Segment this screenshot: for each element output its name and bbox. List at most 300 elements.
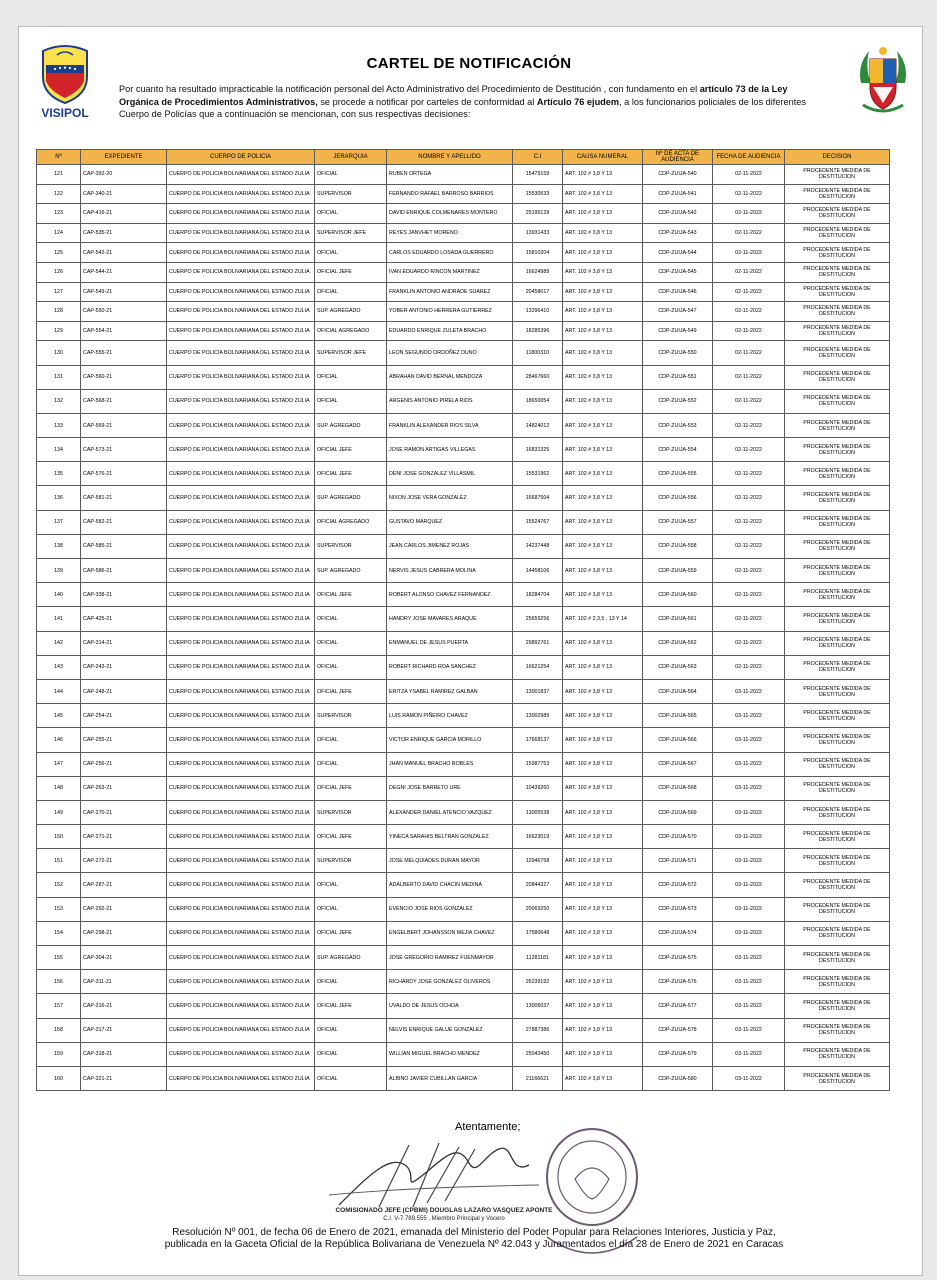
col-decision-cell: PROCEDENTE MEDIDA DE DESTITUCION [785, 389, 890, 413]
col-nombre-cell: ROBERT RICHARD ROA SANCHEZ [387, 655, 513, 679]
col-acta-cell: CDP-ZUIJA-545 [643, 262, 713, 282]
col-fecha-cell: 03-11-2022 [713, 970, 785, 994]
col-decision-cell: PROCEDENTE MEDIDA DE DESTITUCION [785, 994, 890, 1018]
column-header-jerarquia: JERARQUIA [315, 150, 387, 165]
col-number-cell: 133 [37, 413, 81, 437]
col-fecha-cell: 03-11-2022 [713, 1066, 785, 1090]
col-nombre-cell: HANDRY JOSE MAVARES ARAQUE [387, 607, 513, 631]
col-expediente-cell: CAP-585-21 [81, 534, 167, 558]
col-cuerpo-cell: CUERPO DE POLICIA BOLIVARIANA DEL ESTADO ZULIA [167, 607, 315, 631]
col-ci-cell: 13001837 [513, 679, 563, 703]
col-jerarquia-cell: SUPERVISOR [315, 184, 387, 204]
col-expediente-cell: CAP-255-21 [81, 728, 167, 752]
table-row [37, 897, 890, 921]
col-ci-cell: 15987753 [513, 752, 563, 776]
col-ci-cell: 16831325 [513, 438, 563, 462]
table-row [37, 607, 890, 631]
col-nombre-cell: ADALBERTO DAVID CHACIN MEDINA [387, 873, 513, 897]
col-expediente-cell: CAP-544-21 [81, 262, 167, 282]
col-nombre-cell: NELVIS ENRIQUE GALUE GONZALEZ [387, 1018, 513, 1042]
col-causa-cell: ART. 102 # 3,8 Y 13 [563, 282, 643, 302]
col-nombre-cell: RICHARDY JOSE GONZALEZ OLIVEROS [387, 970, 513, 994]
col-acta-cell: CDP-ZUIJA-554 [643, 438, 713, 462]
col-ci-cell: 13006037 [513, 994, 563, 1018]
col-decision-cell: PROCEDENTE MEDIDA DE DESTITUCION [785, 776, 890, 800]
col-cuerpo-cell: CUERPO DE POLICIA BOLIVARIANA DEL ESTADO ZULIA [167, 655, 315, 679]
col-fecha-cell: 02-11-2022 [713, 165, 785, 185]
col-decision-cell: PROCEDENTE MEDIDA DE DESTITUCION [785, 165, 890, 185]
col-number-cell: 151 [37, 849, 81, 873]
col-decision-cell: PROCEDENTE MEDIDA DE DESTITUCION [785, 438, 890, 462]
col-jerarquia-cell: OFICIAL [315, 389, 387, 413]
col-number-cell: 153 [37, 897, 81, 921]
col-decision-cell: PROCEDENTE MEDIDA DE DESTITUCION [785, 897, 890, 921]
col-number-cell: 122 [37, 184, 81, 204]
col-causa-cell: ART. 102 # 3,8 Y 13 [563, 752, 643, 776]
col-acta-cell: CDP-ZUIJA-560 [643, 583, 713, 607]
table-row [37, 262, 890, 282]
handwritten-signature-icon [309, 1135, 559, 1215]
col-cuerpo-cell: CUERPO DE POLICIA BOLIVARIANA DEL ESTADO ZULIA [167, 559, 315, 583]
col-acta-cell: CDP-ZUIJA-555 [643, 462, 713, 486]
col-causa-cell: ART. 102 # 3,8 Y 13 [563, 462, 643, 486]
col-ci-cell: 11281181 [513, 946, 563, 970]
col-nombre-cell: EVENCIO JOSE RIOS GONZALEZ [387, 897, 513, 921]
col-causa-cell: ART. 102 # 3,8 Y 13 [563, 365, 643, 389]
col-nombre-cell: RUBEN ORTEGA [387, 165, 513, 185]
col-ci-cell: 20458017 [513, 282, 563, 302]
col-acta-cell: CDP-ZUIJA-566 [643, 728, 713, 752]
col-ci-cell: 14237448 [513, 534, 563, 558]
col-expediente-cell: CAP-270-21 [81, 800, 167, 824]
col-ci-cell: 18285396 [513, 321, 563, 341]
col-decision-cell: PROCEDENTE MEDIDA DE DESTITUCION [785, 1018, 890, 1042]
col-jerarquia-cell: OFICIAL JEFE [315, 583, 387, 607]
col-causa-cell: ART. 102 # 3,8 Y 13 [563, 321, 643, 341]
col-fecha-cell: 02-11-2022 [713, 262, 785, 282]
col-expediente-cell: CAP-317-21 [81, 1018, 167, 1042]
col-expediente-cell: CAP-304-21 [81, 946, 167, 970]
col-cuerpo-cell: CUERPO DE POLICIA BOLIVARIANA DEL ESTADO ZULIA [167, 946, 315, 970]
col-nombre-cell: UVALDO DE JESUS OCHOA [387, 994, 513, 1018]
table-row [37, 462, 890, 486]
col-ci-cell: 13005538 [513, 800, 563, 824]
col-acta-cell: CDP-ZUIJA-553 [643, 413, 713, 437]
col-expediente-cell: CAP-416-21 [81, 204, 167, 224]
table-row [37, 1018, 890, 1042]
col-number-cell: 134 [37, 438, 81, 462]
col-decision-cell: PROCEDENTE MEDIDA DE DESTITUCION [785, 825, 890, 849]
col-ci-cell: 21166621 [513, 1066, 563, 1090]
col-causa-cell: ART. 102 # 3,8 Y 13 [563, 534, 643, 558]
col-cuerpo-cell: CUERPO DE POLICIA BOLIVARIANA DEL ESTADO ZULIA [167, 752, 315, 776]
col-acta-cell: CDP-ZUIJA-573 [643, 897, 713, 921]
col-decision-cell: PROCEDENTE MEDIDA DE DESTITUCION [785, 486, 890, 510]
col-expediente-cell: CAP-256-21 [81, 752, 167, 776]
col-number-cell: 132 [37, 389, 81, 413]
table-row [37, 302, 890, 322]
column-header-acta: Nº DE ACTA DE AUDIENCIA [643, 150, 713, 165]
col-acta-cell: CDP-ZUIJA-544 [643, 243, 713, 263]
col-expediente-cell: CAP-560-21 [81, 365, 167, 389]
col-acta-cell: CDP-ZUIJA-567 [643, 752, 713, 776]
col-ci-cell: 13002989 [513, 704, 563, 728]
col-acta-cell: CDP-ZUIJA-580 [643, 1066, 713, 1090]
col-expediente-cell: CAP-271-21 [81, 825, 167, 849]
col-cuerpo-cell: CUERPO DE POLICIA BOLIVARIANA DEL ESTADO ZULIA [167, 243, 315, 263]
col-number-cell: 158 [37, 1018, 81, 1042]
col-acta-cell: CDP-ZUIJA-576 [643, 970, 713, 994]
col-acta-cell: CDP-ZUIJA-543 [643, 223, 713, 243]
intro-text-d: Artículo 76 ejudem [536, 96, 620, 107]
col-causa-cell: ART. 102 # 3,8 Y 13 [563, 583, 643, 607]
col-nombre-cell: ERITZA YSABEL RAMIREZ GALBAN [387, 679, 513, 703]
col-nombre-cell: WILLIAN MIGUEL BRACHO MENDEZ [387, 1042, 513, 1066]
column-header-ci: C.I [513, 150, 563, 165]
col-number-cell: 129 [37, 321, 81, 341]
col-nombre-cell: JEAN CARLOS JIMENEZ ROJAS [387, 534, 513, 558]
col-acta-cell: CDP-ZUIJA-542 [643, 204, 713, 224]
col-causa-cell: ART. 102 # 3,8 Y 13 [563, 1018, 643, 1042]
col-cuerpo-cell: CUERPO DE POLICIA BOLIVARIANA DEL ESTADO ZULIA [167, 462, 315, 486]
col-fecha-cell: 03-11-2022 [713, 825, 785, 849]
col-fecha-cell: 02-11-2022 [713, 631, 785, 655]
col-nombre-cell: CARLOS EDUARDO LOSADA GUERRERO [387, 243, 513, 263]
col-fecha-cell: 03-11-2022 [713, 679, 785, 703]
col-fecha-cell: 03-11-2022 [713, 776, 785, 800]
table-row [37, 921, 890, 945]
col-causa-cell: ART. 102 # 3,8 Y 13 [563, 438, 643, 462]
col-number-cell: 154 [37, 921, 81, 945]
col-ci-cell: 13931433 [513, 223, 563, 243]
col-expediente-cell: CAP-298-21 [81, 921, 167, 945]
col-causa-cell: ART. 102 # 3,8 Y 13 [563, 946, 643, 970]
col-acta-cell: CDP-ZUIJA-574 [643, 921, 713, 945]
col-expediente-cell: CAP-243-21 [81, 655, 167, 679]
table-header-row [37, 150, 890, 165]
col-cuerpo-cell: CUERPO DE POLICIA BOLIVARIANA DEL ESTADO ZULIA [167, 165, 315, 185]
col-nombre-cell: YOBER ANTONIO HERRERA GUTIERREZ [387, 302, 513, 322]
col-ci-cell: 16623019 [513, 825, 563, 849]
visipol-shield-icon [35, 43, 95, 121]
col-fecha-cell: 02-11-2022 [713, 438, 785, 462]
col-causa-cell: ART. 102 # 3,8 Y 13 [563, 510, 643, 534]
col-expediente-cell: CAP-581-21 [81, 486, 167, 510]
col-number-cell: 135 [37, 462, 81, 486]
col-number-cell: 159 [37, 1042, 81, 1066]
table-row [37, 389, 890, 413]
table-row [37, 165, 890, 185]
col-jerarquia-cell: OFICIAL [315, 1066, 387, 1090]
col-decision-cell: PROCEDENTE MEDIDA DE DESTITUCION [785, 341, 890, 365]
col-ci-cell: 16687504 [513, 486, 563, 510]
column-header-nombre: NOMBRE Y APELLIDO [387, 150, 513, 165]
col-ci-cell: 20844327 [513, 873, 563, 897]
col-nombre-cell: VICTOR ENRIQUE GARCIA MORILLO [387, 728, 513, 752]
col-cuerpo-cell: CUERPO DE POLICIA BOLIVARIANA DEL ESTADO ZULIA [167, 534, 315, 558]
col-jerarquia-cell: OFICIAL JEFE [315, 679, 387, 703]
column-header-number: Nº [37, 150, 81, 165]
col-cuerpo-cell: CUERPO DE POLICIA BOLIVARIANA DEL ESTADO ZULIA [167, 486, 315, 510]
col-nombre-cell: GUSTAVO MARQUEZ [387, 510, 513, 534]
col-fecha-cell: 03-11-2022 [713, 994, 785, 1018]
col-cuerpo-cell: CUERPO DE POLICIA BOLIVARIANA DEL ESTADO ZULIA [167, 1066, 315, 1090]
col-jerarquia-cell: OFICIAL [315, 873, 387, 897]
col-causa-cell: ART. 102 # 3,8 Y 13 [563, 800, 643, 824]
col-number-cell: 128 [37, 302, 81, 322]
table-row [37, 776, 890, 800]
table-row [37, 631, 890, 655]
col-cuerpo-cell: CUERPO DE POLICIA BOLIVARIANA DEL ESTADO ZULIA [167, 970, 315, 994]
col-fecha-cell: 02-11-2022 [713, 204, 785, 224]
table-row [37, 282, 890, 302]
col-ci-cell: 29892761 [513, 631, 563, 655]
col-cuerpo-cell: CUERPO DE POLICIA BOLIVARIANA DEL ESTADO ZULIA [167, 389, 315, 413]
col-fecha-cell: 02-11-2022 [713, 534, 785, 558]
col-ci-cell: 18284704 [513, 583, 563, 607]
col-ci-cell: 20069250 [513, 897, 563, 921]
col-jerarquia-cell: OFICIAL [315, 728, 387, 752]
col-fecha-cell: 02-11-2022 [713, 607, 785, 631]
col-decision-cell: PROCEDENTE MEDIDA DE DESTITUCION [785, 921, 890, 945]
col-causa-cell: ART. 102 # 3,8 Y 13 [563, 655, 643, 679]
col-jerarquia-cell: SUP. AGREGADO [315, 302, 387, 322]
col-number-cell: 130 [37, 341, 81, 365]
col-expediente-cell: CAP-550-21 [81, 302, 167, 322]
col-jerarquia-cell: OFICIAL [315, 243, 387, 263]
col-nombre-cell: ENMANUEL DE JESUS PUERTA [387, 631, 513, 655]
col-expediente-cell: CAP-338-21 [81, 583, 167, 607]
col-acta-cell: CDP-ZUIJA-571 [643, 849, 713, 873]
col-jerarquia-cell: OFICIAL JEFE [315, 825, 387, 849]
col-number-cell: 148 [37, 776, 81, 800]
col-jerarquia-cell: OFICIAL [315, 282, 387, 302]
col-jerarquia-cell: SUPERVISOR JEFE [315, 223, 387, 243]
col-cuerpo-cell: CUERPO DE POLICIA BOLIVARIANA DEL ESTADO ZULIA [167, 365, 315, 389]
intro-text-e: , a los funcionarios policiales de los diferentes Cuerpo de Policías que a continuación se mencionan, con sus respectivas decisiones: [119, 96, 806, 119]
table-row [37, 800, 890, 824]
col-expediente-cell: CAP-340-21 [81, 184, 167, 204]
col-cuerpo-cell: CUERPO DE POLICIA BOLIVARIANA DEL ESTADO ZULIA [167, 583, 315, 607]
col-cuerpo-cell: CUERPO DE POLICIA BOLIVARIANA DEL ESTADO ZULIA [167, 704, 315, 728]
table-row [37, 679, 890, 703]
col-number-cell: 160 [37, 1066, 81, 1090]
col-acta-cell: CDP-ZUIJA-579 [643, 1042, 713, 1066]
col-causa-cell: ART. 102 # 3,8 Y 13 [563, 413, 643, 437]
col-causa-cell: ART. 102 # 3,8 Y 13 [563, 262, 643, 282]
table-body [37, 165, 890, 1091]
col-decision-cell: PROCEDENTE MEDIDA DE DESTITUCION [785, 679, 890, 703]
col-nombre-cell: LUIS RAMON PIÑEIRO CHAVEZ [387, 704, 513, 728]
col-causa-cell: ART. 102 # 3,8 Y 13 [563, 559, 643, 583]
col-decision-cell: PROCEDENTE MEDIDA DE DESTITUCION [785, 302, 890, 322]
col-causa-cell: ART. 102 # 3,8 Y 13 [563, 486, 643, 510]
table-row [37, 184, 890, 204]
col-ci-cell: 25043450 [513, 1042, 563, 1066]
col-number-cell: 142 [37, 631, 81, 655]
col-jerarquia-cell: OFICIAL [315, 1018, 387, 1042]
col-expediente-cell: CAP-573-21 [81, 438, 167, 462]
document-title: CARTEL DE NOTIFICACIÓN [366, 55, 572, 72]
col-number-cell: 131 [37, 365, 81, 389]
col-causa-cell: ART. 102 # 3,8 Y 13 [563, 825, 643, 849]
col-expediente-cell: CAP-263-21 [81, 776, 167, 800]
table-row [37, 752, 890, 776]
col-number-cell: 150 [37, 825, 81, 849]
col-decision-cell: PROCEDENTE MEDIDA DE DESTITUCION [785, 752, 890, 776]
col-cuerpo-cell: CUERPO DE POLICIA BOLIVARIANA DEL ESTADO ZULIA [167, 184, 315, 204]
col-jerarquia-cell: SUPERVISOR [315, 800, 387, 824]
table-row [37, 413, 890, 437]
col-number-cell: 121 [37, 165, 81, 185]
signer-name: COMISIONADO JEFE (CPBMI) DOUGLAS LAZARO VASQUEZ APONTE [335, 1207, 553, 1214]
col-expediente-cell: CAP-272-21 [81, 849, 167, 873]
col-ci-cell: 15810204 [513, 243, 563, 263]
col-cuerpo-cell: CUERPO DE POLICIA BOLIVARIANA DEL ESTADO ZULIA [167, 776, 315, 800]
col-decision-cell: PROCEDENTE MEDIDA DE DESTITUCION [785, 365, 890, 389]
intro-text-a: Por cuanto ha resultado impracticable la notificación personal del Acto Administrativo del Procedimiento de Destitución , con fundamento en el [119, 84, 700, 94]
table-row [37, 849, 890, 873]
col-decision-cell: PROCEDENTE MEDIDA DE DESTITUCION [785, 583, 890, 607]
col-ci-cell: 14458106 [513, 559, 563, 583]
col-cuerpo-cell: CUERPO DE POLICIA BOLIVARIANA DEL ESTADO ZULIA [167, 321, 315, 341]
col-jerarquia-cell: OFICIAL [315, 365, 387, 389]
col-ci-cell: 11800310 [513, 341, 563, 365]
col-decision-cell: PROCEDENTE MEDIDA DE DESTITUCION [785, 1066, 890, 1090]
col-causa-cell: ART. 102 # 3,8 Y 13 [563, 994, 643, 1018]
col-number-cell: 124 [37, 223, 81, 243]
col-jerarquia-cell: OFICIAL AGREGADO [315, 321, 387, 341]
col-nombre-cell: DEGNI JOSE BARRETO URE [387, 776, 513, 800]
col-cuerpo-cell: CUERPO DE POLICIA BOLIVARIANA DEL ESTADO ZULIA [167, 438, 315, 462]
col-jerarquia-cell: OFICIAL JEFE [315, 921, 387, 945]
signature-area [19, 1117, 922, 1267]
col-nombre-cell: FRANKLIN ALEXANDER RIOS SILVA [387, 413, 513, 437]
col-fecha-cell: 03-11-2022 [713, 704, 785, 728]
column-header-fecha: FECHA DE AUDIENCIA [713, 150, 785, 165]
col-fecha-cell: 02-11-2022 [713, 184, 785, 204]
col-cuerpo-cell: CUERPO DE POLICIA BOLIVARIANA DEL ESTADO ZULIA [167, 921, 315, 945]
col-nombre-cell: YINECA SARAHIS BELTRAN GONZALEZ [387, 825, 513, 849]
col-ci-cell: 25659256 [513, 607, 563, 631]
col-expediente-cell: CAP-248-21 [81, 679, 167, 703]
col-jerarquia-cell: OFICIAL [315, 204, 387, 224]
table-row [37, 341, 890, 365]
col-jerarquia-cell: OFICIAL JEFE [315, 462, 387, 486]
zulia-coat-of-arms-icon [855, 43, 911, 117]
col-acta-cell: CDP-ZUIJA-551 [643, 365, 713, 389]
col-causa-cell: ART. 102 # 3,8 Y 13 [563, 921, 643, 945]
col-acta-cell: CDP-ZUIJA-549 [643, 321, 713, 341]
table-row [37, 583, 890, 607]
col-decision-cell: PROCEDENTE MEDIDA DE DESTITUCION [785, 873, 890, 897]
col-causa-cell: ART. 102 # 3,8 Y 13 [563, 970, 643, 994]
column-header-cuerpo: CUERPO DE POLICIA [167, 150, 315, 165]
col-causa-cell: ART. 102 # 3,8 Y 13 [563, 776, 643, 800]
col-jerarquia-cell: OFICIAL [315, 752, 387, 776]
col-nombre-cell: DENI JOSE GONZALEZ VILLASMIL [387, 462, 513, 486]
col-acta-cell: CDP-ZUIJA-564 [643, 679, 713, 703]
col-ci-cell: 25195128 [513, 204, 563, 224]
col-causa-cell: ART. 102 # 3,8 Y 13 [563, 204, 643, 224]
col-ci-cell: 28467660 [513, 365, 563, 389]
table-row [37, 204, 890, 224]
col-expediente-cell: CAP-321-21 [81, 1066, 167, 1090]
col-nombre-cell: REYES JANVHET MORENO [387, 223, 513, 243]
col-fecha-cell: 02-11-2022 [713, 486, 785, 510]
table-row [37, 321, 890, 341]
col-cuerpo-cell: CUERPO DE POLICIA BOLIVARIANA DEL ESTADO ZULIA [167, 1018, 315, 1042]
table-row [37, 704, 890, 728]
col-ci-cell: 17668137 [513, 728, 563, 752]
col-jerarquia-cell: OFICIAL AGREGADO [315, 510, 387, 534]
col-cuerpo-cell: CUERPO DE POLICIA BOLIVARIANA DEL ESTADO ZULIA [167, 262, 315, 282]
col-fecha-cell: 03-11-2022 [713, 921, 785, 945]
col-decision-cell: PROCEDENTE MEDIDA DE DESTITUCION [785, 462, 890, 486]
col-causa-cell: ART. 102 # 3,8 Y 13 [563, 302, 643, 322]
col-fecha-cell: 02-11-2022 [713, 389, 785, 413]
col-cuerpo-cell: CUERPO DE POLICIA BOLIVARIANA DEL ESTADO ZULIA [167, 994, 315, 1018]
col-cuerpo-cell: CUERPO DE POLICIA BOLIVARIANA DEL ESTADO ZULIA [167, 849, 315, 873]
col-cuerpo-cell: CUERPO DE POLICIA BOLIVARIANA DEL ESTADO ZULIA [167, 223, 315, 243]
col-jerarquia-cell: SUP. AGREGADO [315, 946, 387, 970]
col-causa-cell: ART. 102 # 3,8 Y 13 [563, 873, 643, 897]
col-expediente-cell: CAP-568-21 [81, 389, 167, 413]
col-fecha-cell: 02-11-2022 [713, 302, 785, 322]
col-decision-cell: PROCEDENTE MEDIDA DE DESTITUCION [785, 262, 890, 282]
resolution-line-2: publicada en la Gaceta Oficial de la República Bolivariana de Venezuela Nº 42.043 y Juramentados el día 28 de Enero de 2021 en Caracas [164, 1239, 784, 1250]
col-number-cell: 152 [37, 873, 81, 897]
col-decision-cell: PROCEDENTE MEDIDA DE DESTITUCION [785, 534, 890, 558]
col-ci-cell: 26239192 [513, 970, 563, 994]
table-row [37, 655, 890, 679]
col-expediente-cell: CAP-549-21 [81, 282, 167, 302]
col-jerarquia-cell: SUPERVISOR [315, 704, 387, 728]
table-row [37, 223, 890, 243]
col-number-cell: 123 [37, 204, 81, 224]
col-fecha-cell: 03-11-2022 [713, 1042, 785, 1066]
col-number-cell: 127 [37, 282, 81, 302]
table-row [37, 510, 890, 534]
col-nombre-cell: FRANKLIN ANTONIO ANDRADE SUAREZ [387, 282, 513, 302]
col-cuerpo-cell: CUERPO DE POLICIA BOLIVARIANA DEL ESTADO ZULIA [167, 302, 315, 322]
col-nombre-cell: JOSE MELQUIADES DURAN MAYOR [387, 849, 513, 873]
table-row [37, 873, 890, 897]
col-expediente-cell: CAP-542-21 [81, 243, 167, 263]
col-acta-cell: CDP-ZUIJA-572 [643, 873, 713, 897]
logo-left-text: VISIPOL [41, 106, 89, 120]
col-cuerpo-cell: CUERPO DE POLICIA BOLIVARIANA DEL ESTADO ZULIA [167, 873, 315, 897]
col-jerarquia-cell: OFICIAL [315, 631, 387, 655]
col-cuerpo-cell: CUERPO DE POLICIA BOLIVARIANA DEL ESTADO ZULIA [167, 631, 315, 655]
col-cuerpo-cell: CUERPO DE POLICIA BOLIVARIANA DEL ESTADO ZULIA [167, 1042, 315, 1066]
table-row [37, 994, 890, 1018]
table-row [37, 1042, 890, 1066]
col-nombre-cell: IVAN EDUARDO RINCON MARTINEZ [387, 262, 513, 282]
col-fecha-cell: 03-11-2022 [713, 800, 785, 824]
col-nombre-cell: JOSE RAMON ARTIGAS VILLEGAS [387, 438, 513, 462]
col-ci-cell: 15479159 [513, 165, 563, 185]
col-fecha-cell: 03-11-2022 [713, 728, 785, 752]
col-cuerpo-cell: CUERPO DE POLICIA BOLIVARIANA DEL ESTADO ZULIA [167, 413, 315, 437]
col-ci-cell: 12946758 [513, 849, 563, 873]
col-expediente-cell: CAP-569-21 [81, 413, 167, 437]
col-causa-cell: ART. 102 # 3,8 Y 13 [563, 1042, 643, 1066]
col-expediente-cell: CAP-535-21 [81, 223, 167, 243]
notification-table [36, 149, 890, 1091]
col-ci-cell: 18650054 [513, 389, 563, 413]
col-expediente-cell: CAP-318-21 [81, 1042, 167, 1066]
